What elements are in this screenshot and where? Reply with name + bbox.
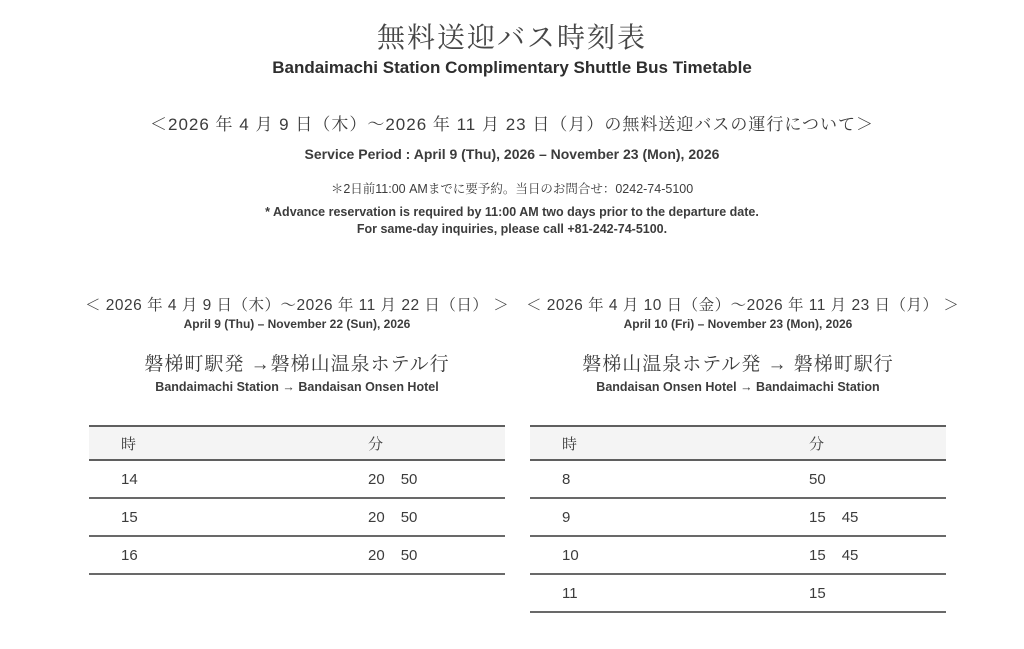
- reservation-note-jp: ＊2日前11:00 AMまでに要予約。当日のお問合せ：0242-74-5100: [330, 182, 694, 196]
- reservation-note-en-line1: * Advance reservation is required by 11:00 AM two days prior to the departure date.: [265, 205, 759, 219]
- table-header-row: [89, 426, 505, 460]
- minute-value: 15: [809, 584, 826, 602]
- period-heading-jp: ＜ 2026 年 4 月 9 日（木）～2026 年 11 月 22 日（日） ＞: [85, 297, 510, 314]
- minute-value: 15: [809, 546, 826, 564]
- reservation-note-en-line2: For same-day inquiries, please call +81-242-74-5100.: [356, 221, 668, 236]
- minute-cell: [801, 460, 946, 498]
- table-row: [530, 460, 946, 498]
- hour-cell: 14: [89, 460, 360, 498]
- reservation-note-en: [0, 204, 1024, 237]
- minute-cell: [801, 498, 946, 536]
- service-period-heading-en: Service Period : April 9 (Thu), 2026 – November 23 (Mon), 2026: [304, 146, 720, 162]
- route-title-en: Bandaisan Onsen Hotel → Bandaimachi Station: [596, 380, 880, 394]
- minute-value: 15: [809, 508, 826, 526]
- minute-value: 45: [841, 546, 859, 564]
- table-row: [89, 460, 505, 498]
- main-title-jp: 無料送迎バス時刻表: [376, 22, 647, 53]
- minute-column-header: 分: [801, 426, 946, 460]
- hour-cell: 11: [530, 574, 801, 612]
- minute-value: 50: [809, 470, 826, 488]
- minute-value: 45: [841, 508, 859, 526]
- main-title-en: Bandaimachi Station Complimentary Shuttle Bus Timetable: [272, 58, 752, 77]
- timetable-station-to-hotel: [89, 425, 505, 575]
- period-heading-en: April 10 (Fri) – November 23 (Mon), 2026: [623, 317, 853, 331]
- timetable-hotel-to-station: [530, 425, 946, 613]
- hour-cell: 10: [530, 536, 801, 574]
- hour-cell: 8: [530, 460, 801, 498]
- service-period-heading-jp: ＜2026 年 4 月 9 日（木）～2026 年 11 月 23 日（月）の無料送迎バスの運行について＞: [150, 115, 874, 134]
- minute-value: 20: [368, 470, 385, 488]
- minute-cell: [801, 574, 946, 612]
- period-heading-jp: ＜ 2026 年 4 月 10 日（金）～2026 年 11 月 23 日（月） ＞: [526, 297, 960, 314]
- table-row: [89, 536, 505, 574]
- timetable-section-hotel-to-station: [526, 293, 960, 613]
- minute-cell: [360, 536, 505, 574]
- table-row: [89, 498, 505, 536]
- table-row: [530, 498, 946, 536]
- timetable-section-station-to-hotel: [85, 293, 509, 575]
- table-row: [530, 536, 946, 574]
- route-title-en: Bandaimachi Station → Bandaisan Onsen Hotel: [155, 380, 439, 394]
- hour-cell: 15: [89, 498, 360, 536]
- minute-column-header: 分: [360, 426, 505, 460]
- route-title-jp: 磐梯町駅発 →磐梯山温泉ホテル行: [144, 354, 450, 375]
- minute-value: 50: [400, 470, 418, 488]
- hour-cell: 16: [89, 536, 360, 574]
- minute-value: 50: [400, 508, 418, 526]
- hour-column-header: 時: [530, 426, 801, 460]
- hour-cell: 9: [530, 498, 801, 536]
- route-title-jp: 磐梯山温泉ホテル発 → 磐梯町駅行: [582, 354, 894, 375]
- minute-value: 20: [368, 546, 385, 564]
- minute-value: 20: [368, 508, 385, 526]
- minute-cell: [360, 498, 505, 536]
- period-heading-en: April 9 (Thu) – November 22 (Sun), 2026: [183, 317, 411, 331]
- minute-value: 50: [400, 546, 418, 564]
- minute-cell: [801, 536, 946, 574]
- table-header-row: [530, 426, 946, 460]
- table-row: [530, 574, 946, 612]
- hour-column-header: 時: [89, 426, 360, 460]
- minute-cell: [360, 460, 505, 498]
